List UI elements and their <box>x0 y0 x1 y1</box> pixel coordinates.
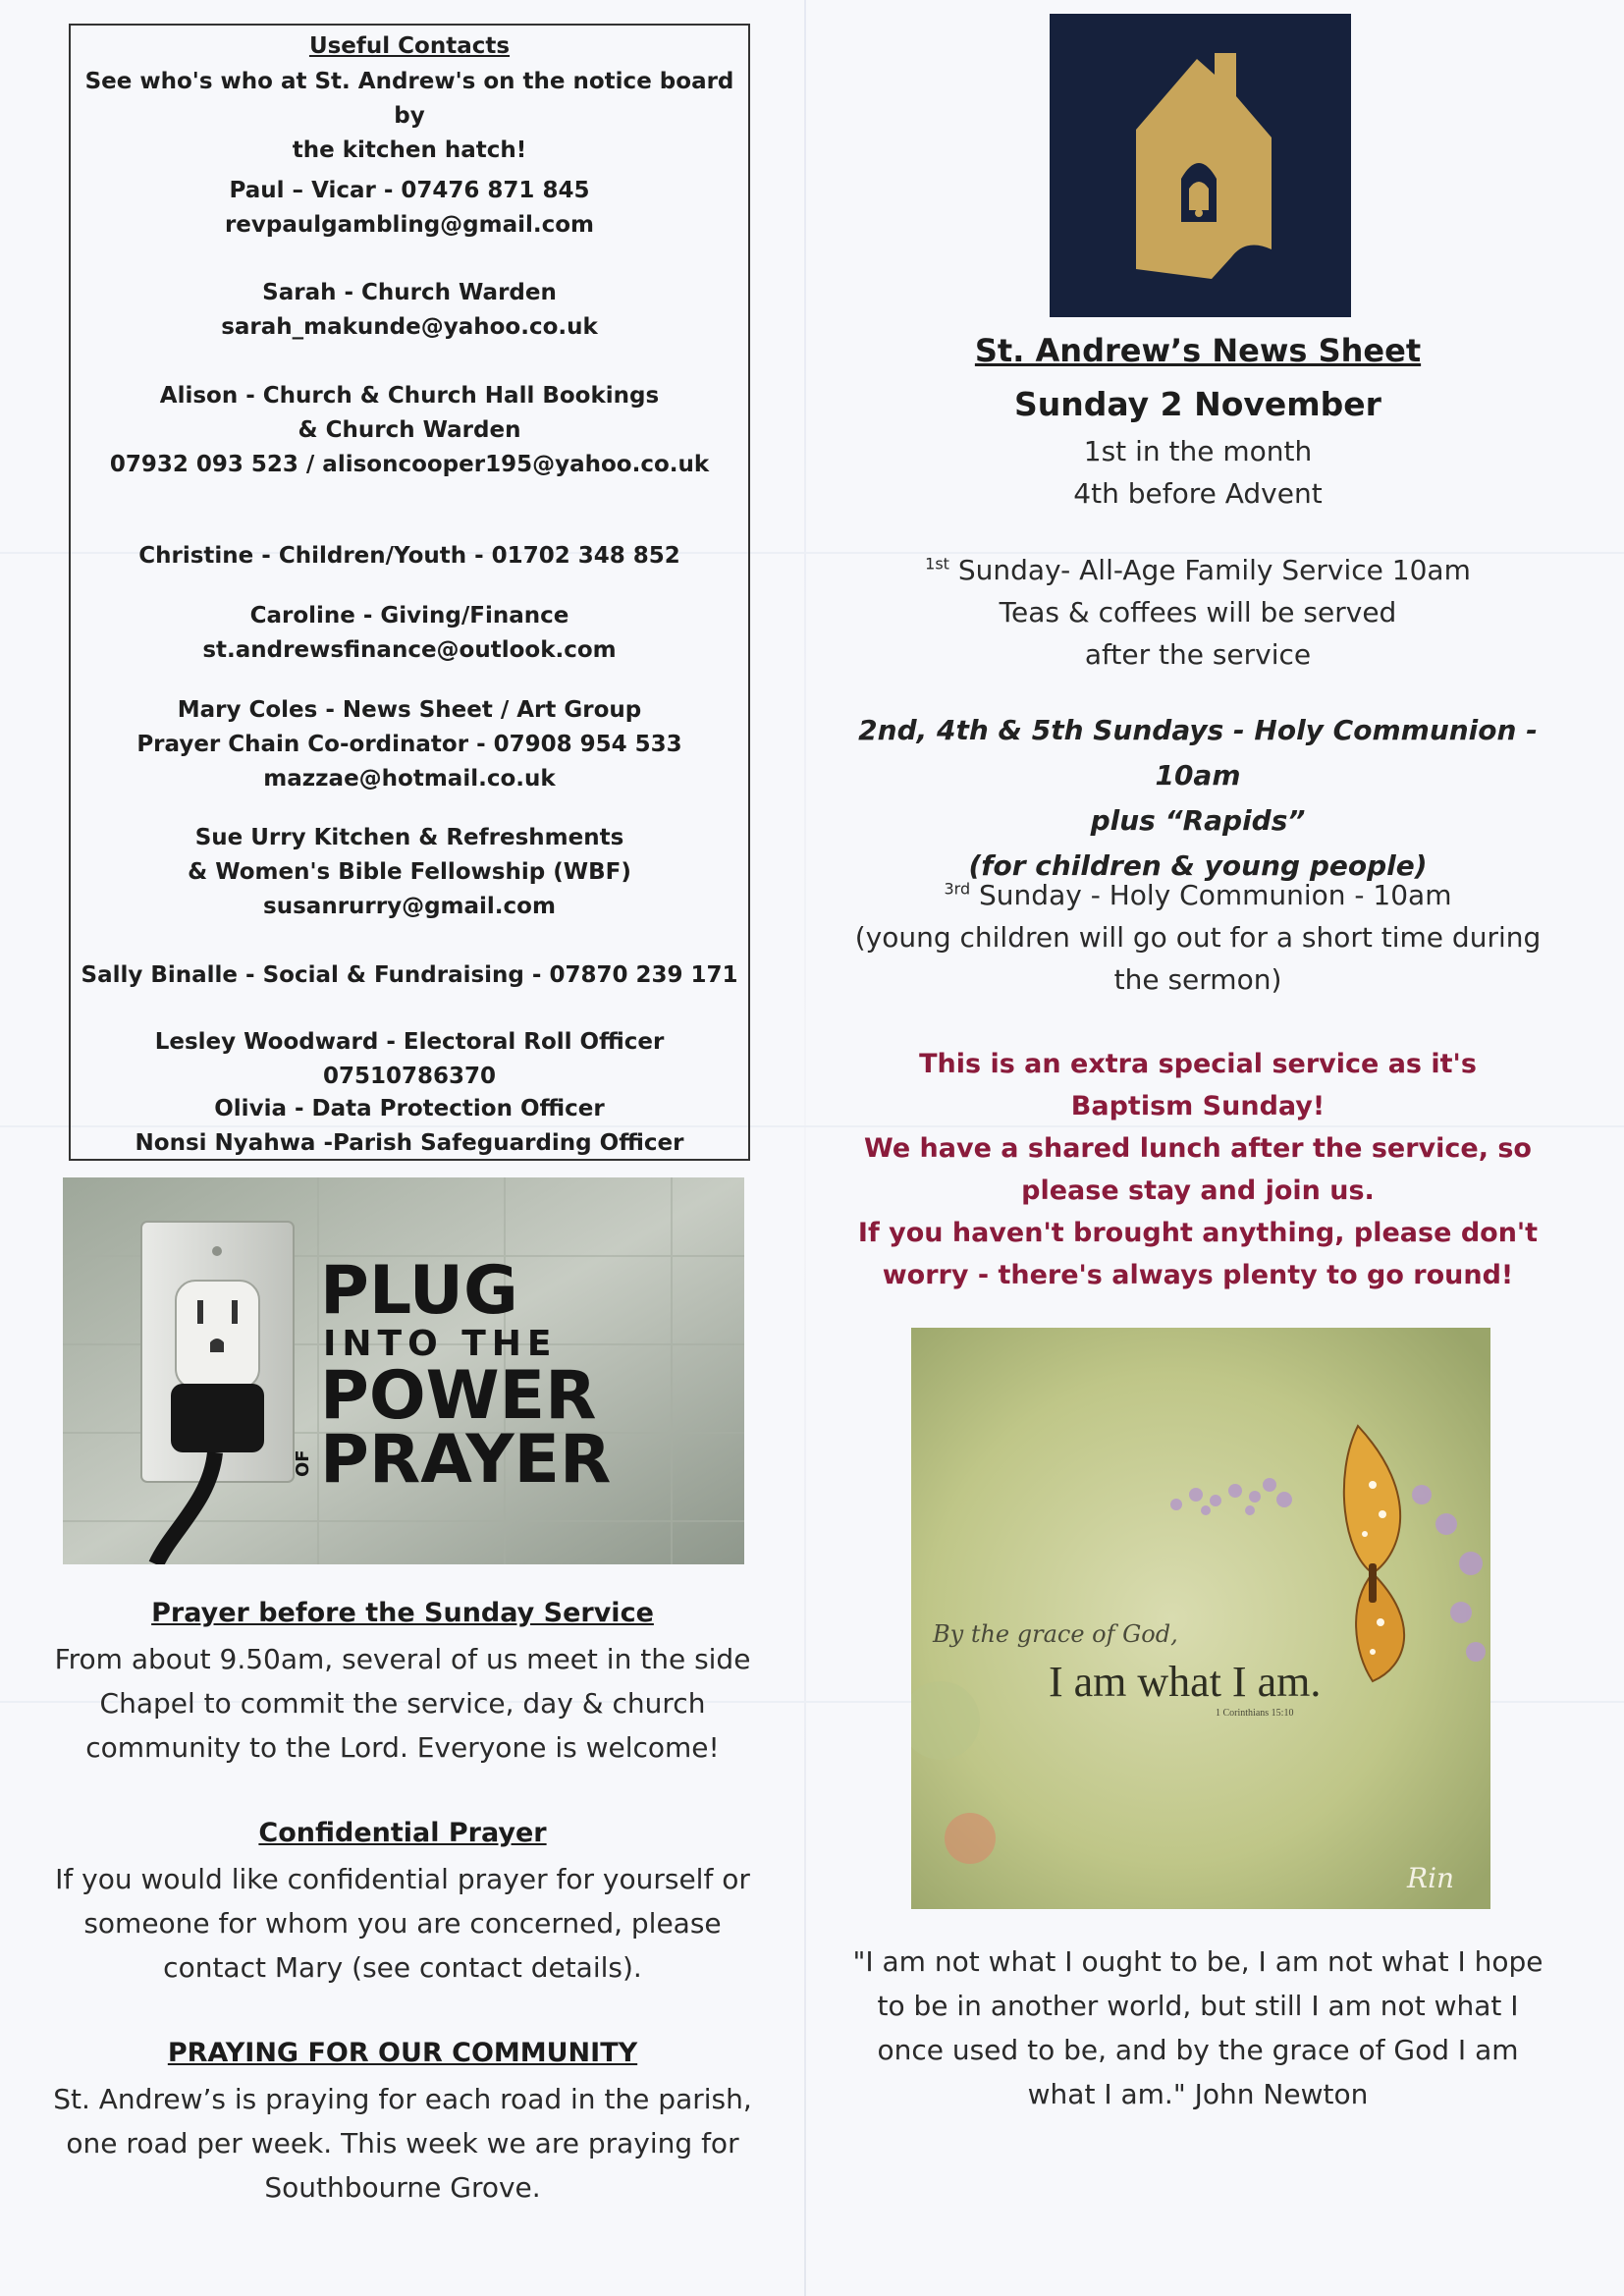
third-sunday-line: the sermon) <box>1113 963 1282 996</box>
prayer-before-body <box>49 1637 756 1770</box>
contacts-intro <box>71 65 748 168</box>
sub-line: 4th before Advent <box>1073 477 1323 510</box>
notice-line: If you haven't brought anything, please don't <box>857 1218 1539 1248</box>
useful-contacts-box <box>69 24 750 1161</box>
plug-into-the: INTO THE <box>323 1324 558 1364</box>
grace-script-text: By the grace of God, <box>933 1620 1178 1648</box>
contact-line: Caroline - Giving/Finance <box>249 603 569 629</box>
body-line: community to the Lord. Everyone is welcome! <box>85 1731 720 1764</box>
news-sheet-date: Sunday 2 November <box>1014 385 1381 423</box>
third-sunday-line <box>844 874 1551 916</box>
body-line: Southbourne Grove. <box>264 2171 541 2204</box>
plug-into-prayer-image <box>63 1177 744 1564</box>
contacts-intro-line: the kitchen hatch! <box>292 137 527 163</box>
first-sunday-line <box>844 549 1551 591</box>
other-sundays-line: 2nd, 4th & 5th Sundays - Holy Communion - 10am <box>858 714 1538 792</box>
contact-email[interactable]: revpaulgambling@gmail.com <box>224 212 595 238</box>
contacts-intro-line: See who's who at St. Andrew's on the notice board by <box>84 69 734 129</box>
third-sunday-line: (young children will go out for a short time during <box>854 921 1542 954</box>
sub-line: 1st in the month <box>1083 435 1313 467</box>
contact-email[interactable]: st.andrewsfinance@outlook.com <box>202 637 617 663</box>
grace-reference: 1 Corinthians 15:10 <box>1216 1708 1294 1719</box>
contact-line: Sarah - Church Warden <box>262 280 557 305</box>
first-sunday-text: Sunday- All-Age Family Service 10am <box>957 554 1471 586</box>
contact-line: Sally Binalle - Social & Fundraising - 07870 239 171 <box>81 962 738 988</box>
notice-line: We have a shared lunch after the service, so <box>864 1133 1532 1164</box>
ordinal-sup: 1st <box>925 554 949 574</box>
plug-prayer: PRAYER <box>320 1421 612 1499</box>
contact-children-youth <box>71 539 748 574</box>
contact-line: Sue Urry Kitchen & Refreshments <box>194 825 624 850</box>
contact-line: Mary Coles - News Sheet / Art Group <box>177 697 642 723</box>
contact-line: & Women's Bible Fellowship (WBF) <box>188 859 631 885</box>
other-sundays-line: (for children & young people) <box>968 849 1428 882</box>
news-sheet-sub <box>844 430 1551 515</box>
grace-main-text: I am what I am. <box>1049 1658 1322 1706</box>
prayer-before-title: Prayer before the Sunday Service <box>151 1598 654 1628</box>
plug-of: OF <box>293 1449 313 1477</box>
ordinal-sup: 3rd <box>944 879 971 899</box>
contacts-title: Useful Contacts <box>308 33 511 59</box>
notice-line: This is an extra special service as it's <box>919 1049 1477 1079</box>
contact-giving-finance <box>71 599 748 668</box>
first-sunday-line: Teas & coffees will be served <box>999 596 1397 629</box>
quote-line: what I am." John Newton <box>1027 2078 1369 2110</box>
body-line: Chapel to commit the service, day & church <box>99 1687 706 1720</box>
contact-news-sheet <box>71 693 748 796</box>
contact-email[interactable]: mazzae@hotmail.co.uk <box>263 766 556 792</box>
third-sunday-text: Sunday - Holy Communion - 10am <box>979 879 1452 911</box>
confidential-prayer-title: Confidential Prayer <box>258 1818 547 1848</box>
contact-line: Alison - Church & Church Hall Bookings <box>159 383 660 409</box>
page-fold-vertical <box>804 0 806 2296</box>
contact-line: Lesley Woodward - Electoral Roll Officer 07510786370 <box>154 1029 665 1089</box>
quote-line: once used to be, and by the grace of God I am <box>877 2034 1519 2066</box>
plug-power: POWER <box>320 1357 597 1435</box>
contact-electoral-roll <box>71 1025 748 1094</box>
community-title: PRAYING FOR OUR COMMUNITY <box>167 2038 638 2068</box>
john-newton-quote <box>844 1940 1551 2116</box>
community-body <box>49 2077 756 2210</box>
contact-line: Christine - Children/Youth - 01702 348 852 <box>138 543 680 569</box>
first-sunday-info <box>844 549 1551 676</box>
contact-email[interactable]: sarah_makunde@yahoo.co.uk <box>221 314 598 340</box>
artist-signature: Rin <box>1407 1862 1455 1894</box>
contact-line: Paul – Vicar - 07476 871 845 <box>229 178 590 203</box>
contact-line: Nonsi Nyahwa -Parish Safeguarding Officer <box>135 1130 684 1156</box>
body-line: St. Andrew’s is praying for each road in the parish, <box>53 2083 752 2115</box>
notice-line: Baptism Sunday! <box>1070 1091 1326 1121</box>
body-line: From about 9.50am, several of us meet in the side <box>54 1643 751 1675</box>
contact-bookings <box>71 379 748 482</box>
baptism-sunday-notice <box>844 1043 1551 1296</box>
body-line: contact Mary (see contact details). <box>163 1951 642 1984</box>
contact-line: Olivia - Data Protection Officer <box>214 1096 605 1121</box>
confidential-prayer-body <box>49 1857 756 1990</box>
body-line: one road per week. This week we are praying for <box>66 2127 739 2159</box>
contact-email[interactable]: susanrurry@gmail.com <box>263 894 556 919</box>
plug-word: PLUG <box>320 1252 518 1330</box>
body-line: If you would like confidential prayer for yourself or <box>55 1863 750 1895</box>
contact-church-warden <box>71 276 748 345</box>
contact-data-protection <box>71 1092 748 1161</box>
notice-line: please stay and join us. <box>1021 1175 1375 1206</box>
contact-social-fundraising <box>71 958 748 993</box>
first-sunday-line: after the service <box>1084 638 1312 671</box>
third-sunday-info <box>844 874 1551 1001</box>
body-line: someone for whom you are concerned, please <box>83 1907 722 1940</box>
contact-line: & Church Warden <box>298 417 521 443</box>
quote-line: to be in another world, but still I am not what I <box>877 1990 1519 2022</box>
other-sundays-line: plus “Rapids” <box>1090 804 1306 837</box>
other-sundays-info <box>844 708 1551 889</box>
contact-line: Prayer Chain Co-ordinator - 07908 954 533 <box>136 732 682 757</box>
notice-line: worry - there's always plenty to go round! <box>882 1260 1514 1290</box>
grace-of-god-image <box>911 1328 1490 1909</box>
contact-email[interactable]: 07932 093 523 / alisoncooper195@yahoo.co.uk <box>109 452 710 477</box>
contact-vicar <box>71 174 748 243</box>
church-logo <box>1050 14 1351 317</box>
news-sheet-title: St. Andrew’s News Sheet <box>974 332 1422 369</box>
contact-kitchen <box>71 821 748 924</box>
quote-line: "I am not what I ought to be, I am not what I hope <box>852 1945 1543 1978</box>
